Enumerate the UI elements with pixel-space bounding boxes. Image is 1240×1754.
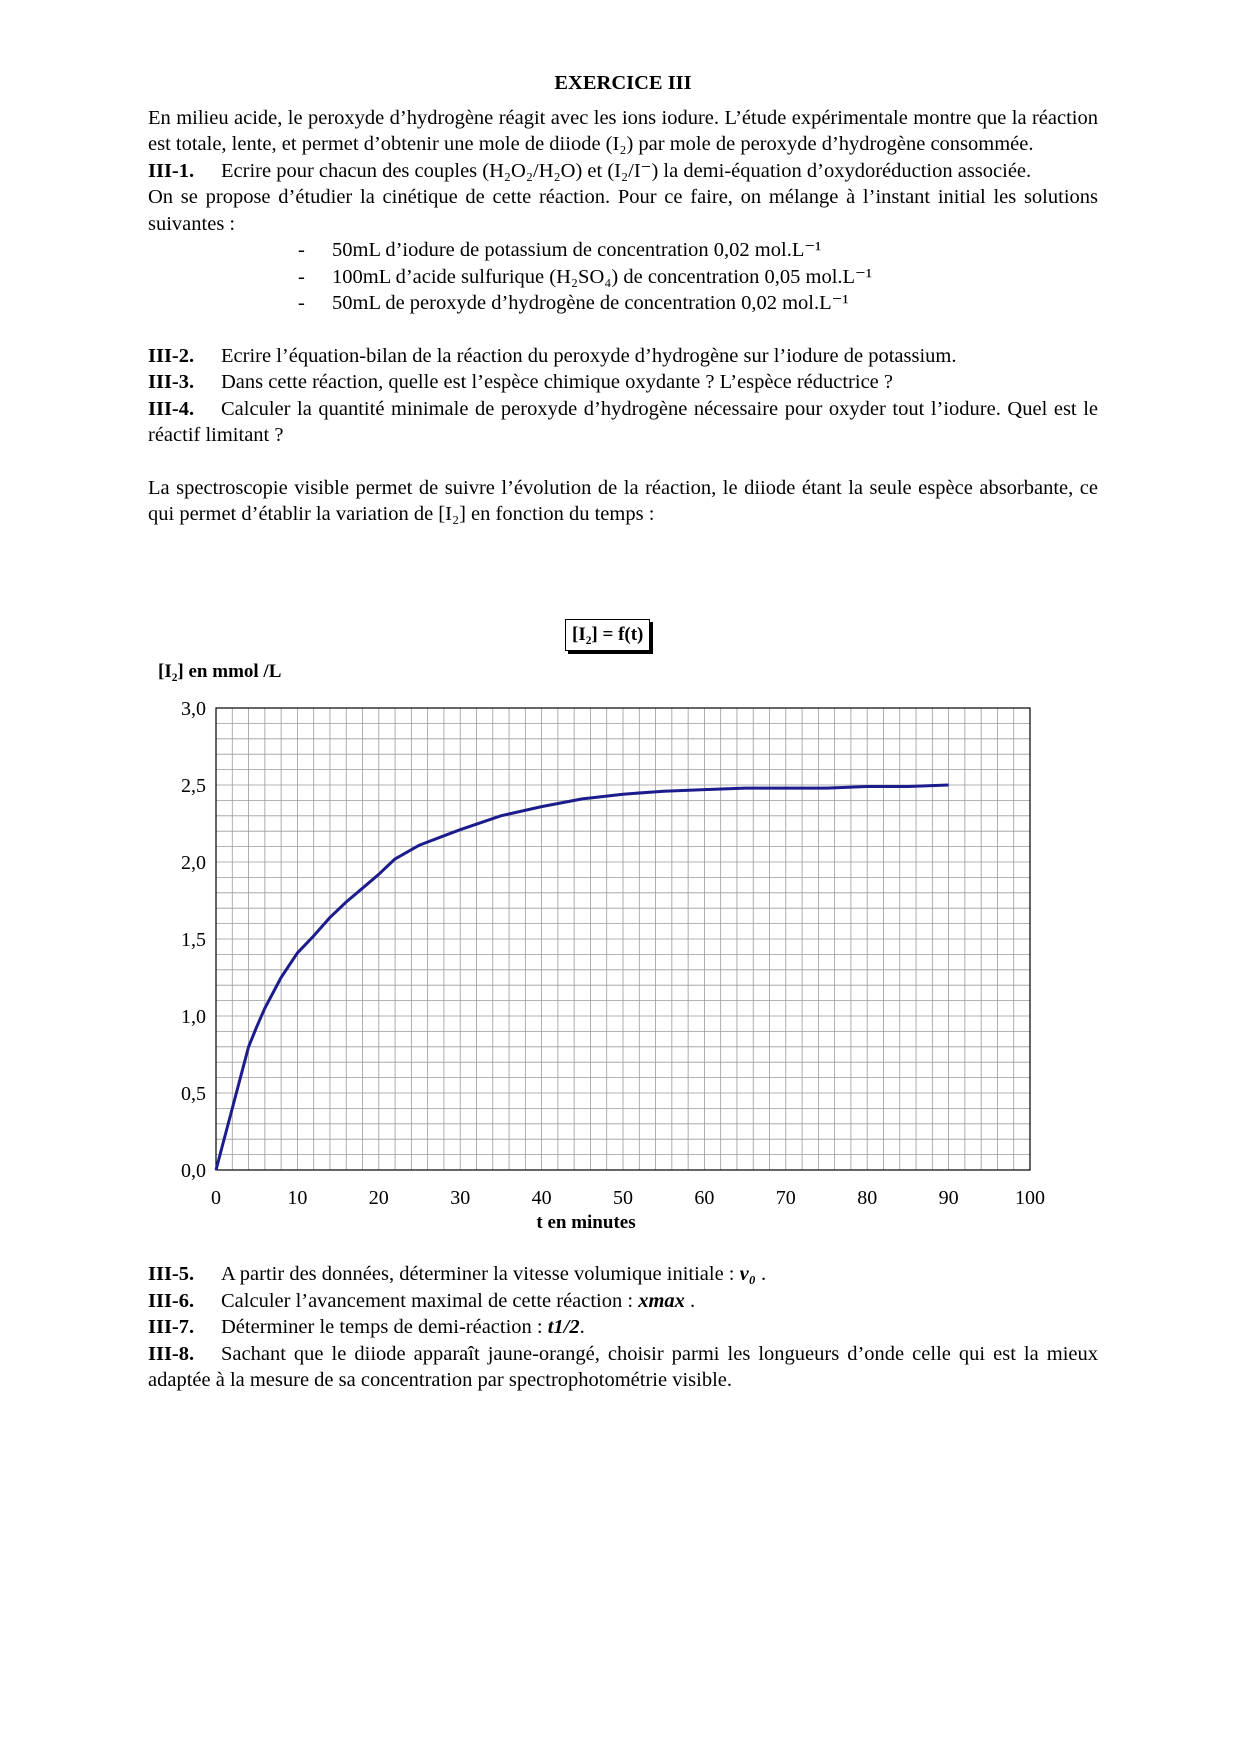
document-body <box>148 70 1098 528</box>
question-1 <box>148 158 1098 185</box>
x-tick-label: 80 <box>857 1187 878 1209</box>
x-tick-label: 40 <box>531 1187 552 1209</box>
question-2: III-2. Ecrire l’équation-bilan de la réaction du peroxyde d’hydrogène sur l’iodure de potassium. <box>148 343 1098 370</box>
solution-item: - 50mL de peroxyde d’hydrogène de concentration 0,02 mol.L⁻¹ <box>298 292 849 314</box>
y-tick-label: 0,5 <box>181 1083 206 1105</box>
y-tick-label: 2,0 <box>181 852 206 874</box>
final-questions <box>148 1261 1098 1394</box>
chart-ylabel: [I₂] en mmol /L <box>158 661 282 682</box>
x-tick-label: 30 <box>450 1187 471 1209</box>
x-tick-label: 0 <box>211 1187 221 1209</box>
spectro-paragraph: La spectroscopie visible permet de suivre l’évolution de la réaction, le diiode étant la seule espèce absorbante, ce qui permet d’établir la variation de [I₂] en fonction du temps : <box>148 476 1098 525</box>
question-4-label: III-4. <box>148 397 195 420</box>
question-5: III-5. A partir des données, déterminer la vitesse volumique initiale : v₀ . <box>148 1263 767 1285</box>
question-2-label: III-2. <box>148 344 195 367</box>
solution-item: - 50mL d’iodure de potassium de concentration 0,02 mol.L⁻¹ <box>298 239 822 261</box>
solution-item: - 100mL d’acide sulfurique (H₂SO₄) de concentration 0,05 mol.L⁻¹ <box>298 265 873 288</box>
x-tick-label: 90 <box>938 1187 959 1209</box>
protocol-paragraph: On se propose d’étudier la cinétique de cette réaction. Pour ce faire, on mélange à l’instant initial les solutions suivantes : <box>148 186 1098 235</box>
y-tick-label: 1,5 <box>181 929 206 951</box>
question-8: III-8. Sachant que le diiode apparaît jaune-orangé, choisir parmi les longueurs d’onde celle qui est la mieux adaptée à la mesure de sa concentration par spectrophotométrie visible. <box>148 1342 1098 1391</box>
x-tick-label: 10 <box>287 1187 308 1209</box>
concentration-chart <box>148 690 1068 1250</box>
x-tick-label: 70 <box>775 1187 796 1209</box>
solutions-list <box>148 237 1098 317</box>
x-tick-label: 50 <box>613 1187 633 1209</box>
series-line <box>216 785 949 1170</box>
x-tick-label: 60 <box>694 1187 715 1209</box>
question-3: III-3. Dans cette réaction, quelle est l’espèce chimique oxydante ? L’espèce réductrice ? <box>148 369 1098 396</box>
intro-paragraph: En milieu acide, le peroxyde d’hydrogène réagit avec les ions iodure. L’étude expérimentale montre que la réaction est totale, lente, et permet d’obtenir une mole de diiode (I₂) par mole de peroxyde d’hydrogène consommée. <box>148 106 1098 155</box>
exercise-title: EXERCICE III <box>554 72 692 94</box>
x-tick-label: 20 <box>368 1187 389 1209</box>
question-1-label: III-1. <box>148 159 195 182</box>
x-tick-label: 100 <box>1015 1187 1045 1209</box>
y-tick-label: 2,5 <box>181 775 206 797</box>
y-tick-label: 3,0 <box>181 698 206 720</box>
question-6: III-6. Calculer l’avancement maximal de cette réaction : xmax . <box>148 1289 696 1312</box>
x-axis-label: t en minutes <box>536 1212 636 1233</box>
question-7: III-7. Déterminer le temps de demi-réaction : t1/2. <box>148 1316 585 1338</box>
question-4: III-4. Calculer la quantité minimale de peroxyde d’hydrogène nécessaire pour oxyder tout l’iodure. Quel est le réactif limitant ? <box>148 397 1098 446</box>
question-1-text: Ecrire pour chacun des couples (H₂O₂/H₂O) et (I₂/I⁻) la demi-équation d’oxydoréduction associée. <box>221 159 1032 182</box>
y-tick-label: 0,0 <box>181 1160 206 1182</box>
chart-title: [I₂] = f(t) <box>565 619 650 651</box>
y-tick-label: 1,0 <box>181 1006 206 1028</box>
question-3-label: III-3. <box>148 371 195 393</box>
